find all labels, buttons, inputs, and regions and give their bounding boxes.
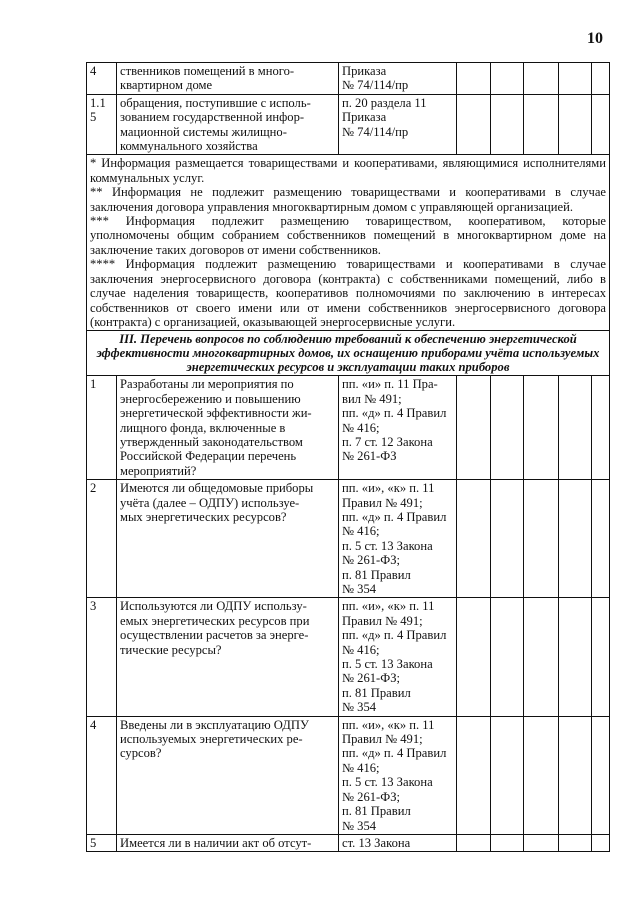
legal-basis: п. 20 раздела 11 Приказа № 74/114/пр	[339, 94, 457, 155]
row-number: 1	[87, 376, 117, 480]
footnote: **** Информация подлежит размещению товариществами и кооперативами в случае заключения энергосервисного договора (контракта) с собственниками помещений, либо в случае наделения товариществ, кооперативов полномочиями по заключению в интересах собственников от своего имени или от имени собственников энергосервисного договора (контракта) с организацией, оказывающей энергосервисные услуги.	[90, 257, 606, 329]
footnotes-cell	[87, 155, 610, 331]
answer-cell[interactable]	[592, 376, 610, 480]
legal-basis: пп. «и» п. 11 Пра- вил № 491; пп. «д» п. 4 Правил № 416; п. 7 ст. 12 Закона № 261-ФЗ	[339, 376, 457, 480]
row-number: 1.1 5	[87, 94, 117, 155]
answer-cell[interactable]	[559, 94, 592, 155]
question-text: Введены ли в эксплуатацию ОДПУ используемых энергетических ре- сурсов?	[117, 716, 339, 834]
table-row	[87, 94, 610, 155]
answer-cell[interactable]	[524, 716, 559, 834]
answer-cell[interactable]	[559, 63, 592, 95]
answer-cell[interactable]	[524, 598, 559, 716]
answer-cell[interactable]	[559, 376, 592, 480]
answer-cell[interactable]	[592, 598, 610, 716]
answer-cell[interactable]	[524, 480, 559, 598]
answer-cell[interactable]	[457, 94, 491, 155]
answer-cell[interactable]	[491, 480, 524, 598]
table-row	[87, 480, 610, 598]
table-row	[87, 63, 610, 95]
table-row	[87, 834, 610, 851]
answer-cell[interactable]	[457, 716, 491, 834]
answer-cell[interactable]	[559, 716, 592, 834]
answer-cell[interactable]	[559, 834, 592, 851]
answer-cell[interactable]	[592, 834, 610, 851]
legal-basis: пп. «и», «к» п. 11 Правил № 491; пп. «д» п. 4 Правил № 416; п. 5 ст. 13 Закона № 261-ФЗ; п. 81 Правил № 354	[339, 716, 457, 834]
answer-cell[interactable]	[592, 480, 610, 598]
answer-cell[interactable]	[457, 480, 491, 598]
answer-cell[interactable]	[524, 376, 559, 480]
answer-cell[interactable]	[592, 63, 610, 95]
answer-cell[interactable]	[559, 598, 592, 716]
answer-cell[interactable]	[457, 63, 491, 95]
answer-cell[interactable]	[592, 94, 610, 155]
legal-basis: Приказа № 74/114/пр	[339, 63, 457, 95]
footnote: ** Информация не подлежит размещению товариществами и кооперативами в случае заключения договора управления многоквартирным домом с управляющей организацией.	[90, 185, 606, 214]
question-text: Имеется ли в наличии акт об отсут-	[117, 834, 339, 851]
checklist-table	[86, 62, 610, 852]
footnotes-row	[87, 155, 610, 331]
answer-cell[interactable]	[491, 376, 524, 480]
row-number: 4	[87, 63, 117, 95]
answer-cell[interactable]	[491, 834, 524, 851]
section-heading-row	[87, 331, 610, 376]
footnote: *** Информация подлежит размещению товариществом, кооперативом, которые уполномочены общим собранием собственников помещений в многоквартирном доме на заключение таких договоров от имени собственников.	[90, 214, 606, 257]
question-text: ственников помещений в много- квартирном доме	[117, 63, 339, 95]
answer-cell[interactable]	[524, 834, 559, 851]
answer-cell[interactable]	[559, 480, 592, 598]
legal-basis: ст. 13 Закона	[339, 834, 457, 851]
answer-cell[interactable]	[491, 63, 524, 95]
footnote: * Информация размещается товариществами и кооперативами, являющимися исполнителями коммунальных услуг.	[90, 156, 606, 185]
page-number: 10	[587, 30, 603, 47]
question-text: Разработаны ли мероприятия по энергосбережению и повышению энергетической эффективности жи- лищного фонда, включенные в утвержденный законодательством Российской Федерации перечень мероприятий?	[117, 376, 339, 480]
answer-cell[interactable]	[524, 63, 559, 95]
answer-cell[interactable]	[457, 598, 491, 716]
question-text: обращения, поступившие с исполь- зованием государственной инфор- мационной системы жилищно- коммунального хозяйства	[117, 94, 339, 155]
answer-cell[interactable]	[491, 598, 524, 716]
answer-cell[interactable]	[524, 94, 559, 155]
question-text: Имеются ли общедомовые приборы учёта (далее – ОДПУ) используе- мых энергетических ресурсов?	[117, 480, 339, 598]
table-row	[87, 716, 610, 834]
row-number: 4	[87, 716, 117, 834]
question-text: Используются ли ОДПУ использу- емых энергетических ресурсов при осуществлении расчетов за энерге- тические ресурсы?	[117, 598, 339, 716]
answer-cell[interactable]	[457, 834, 491, 851]
answer-cell[interactable]	[491, 716, 524, 834]
row-number: 3	[87, 598, 117, 716]
section-heading: III. Перечень вопросов по соблюдению требований к обеспечению энергетической эффективности многоквартирных домов, их оснащению приборами учёта используемых энергетических ресурсов и эксплуатации таких приборов	[87, 331, 610, 376]
answer-cell[interactable]	[592, 716, 610, 834]
answer-cell[interactable]	[457, 376, 491, 480]
legal-basis: пп. «и», «к» п. 11 Правил № 491; пп. «д» п. 4 Правил № 416; п. 5 ст. 13 Закона № 261-ФЗ; п. 81 Правил № 354	[339, 480, 457, 598]
row-number: 2	[87, 480, 117, 598]
legal-basis: пп. «и», «к» п. 11 Правил № 491; пп. «д» п. 4 Правил № 416; п. 5 ст. 13 Закона № 261-ФЗ; п. 81 Правил № 354	[339, 598, 457, 716]
table-row	[87, 598, 610, 716]
answer-cell[interactable]	[491, 94, 524, 155]
table-row	[87, 376, 610, 480]
row-number: 5	[87, 834, 117, 851]
